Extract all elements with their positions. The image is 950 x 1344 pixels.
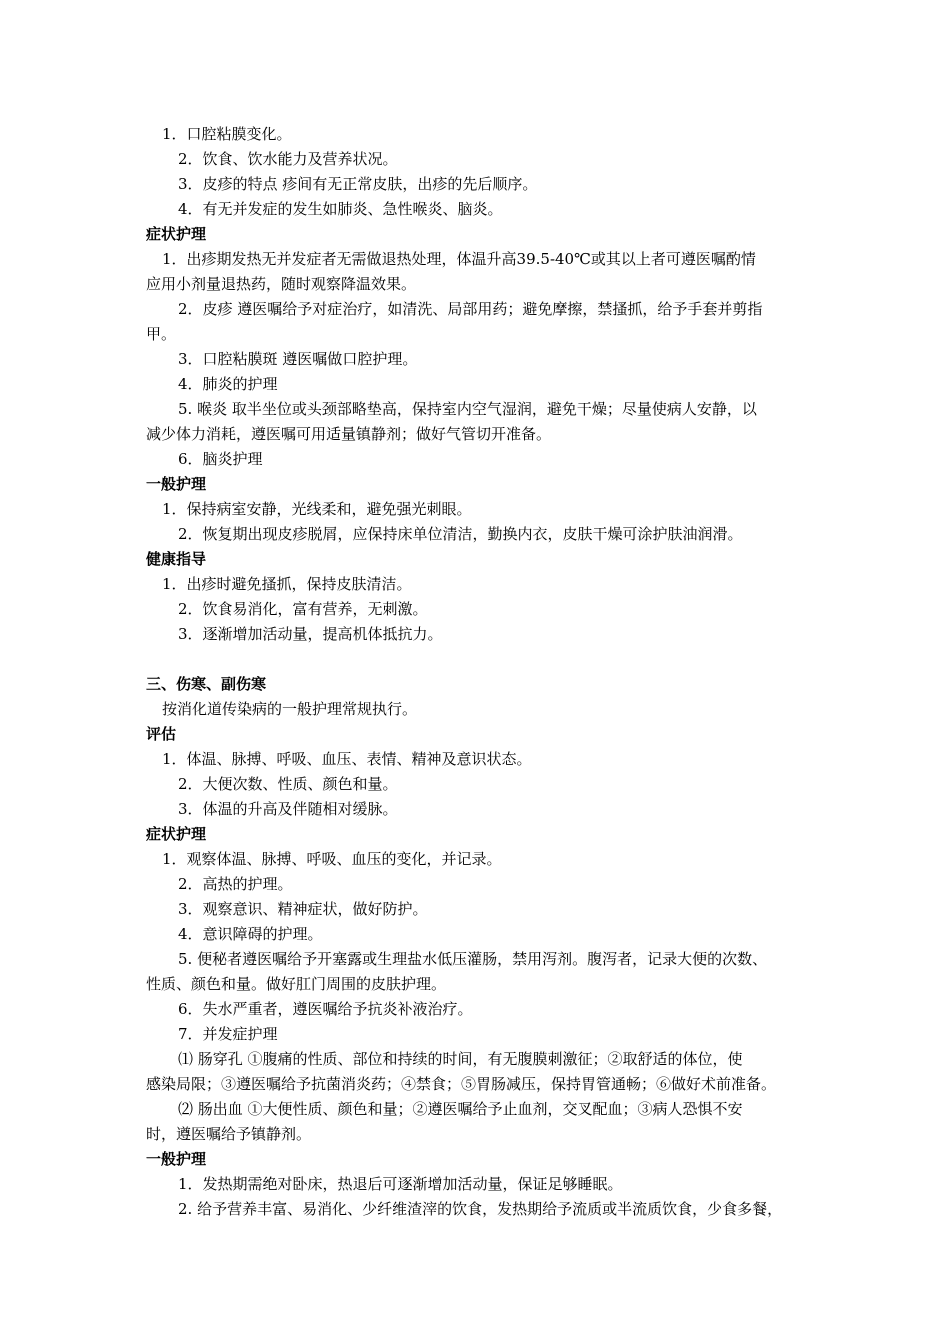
section-heading: 症状护理: [146, 225, 207, 243]
text-line: 2．皮疹 遵医嘱给予对症治疗，如清洗、局部用药；避免摩擦，禁搔抓，给予手套并剪指: [178, 300, 763, 318]
text-line: 应用小剂量退热药，随时观察降温效果。: [146, 275, 417, 293]
section-heading: 三、伤寒、副伤寒: [146, 675, 267, 693]
text-line: 2．饮食、饮水能力及营养状况。: [178, 150, 398, 168]
text-line: 3．逐渐增加活动量，提高机体抵抗力。: [178, 625, 443, 643]
text-line: 1．观察体温、脉搏、呼吸、血压的变化，并记录。: [162, 850, 502, 868]
text-line: 3．观察意识、精神症状，做好防护。: [178, 900, 428, 918]
text-line: 1．出疹时避免搔抓，保持皮肤清洁。: [162, 575, 412, 593]
section-heading: 一般护理: [146, 1150, 207, 1168]
text-line: 1．保持病室安静，光线柔和，避免强光刺眼。: [162, 500, 472, 518]
text-line: 6．脑炎护理: [178, 450, 263, 468]
text-line: ⑵ 肠出血 ①大便性质、颜色和量；②遵医嘱给予止血剂，交叉配血；③病人恐惧不安: [178, 1100, 743, 1118]
text-line: 2．饮食易消化，富有营养，无刺激。: [178, 600, 428, 618]
text-line: 时，遵医嘱给予镇静剂。: [146, 1125, 312, 1143]
text-line: 4．肺炎的护理: [178, 375, 278, 393]
text-line: 3．口腔粘膜斑 遵医嘱做口腔护理。: [178, 350, 418, 368]
section-heading: 健康指导: [146, 550, 207, 568]
blank-line: [146, 647, 812, 672]
text-line: 3．皮疹的特点 疹间有无正常皮肤，出疹的先后顺序。: [178, 175, 538, 193]
text-line: 2．大便次数、性质、颜色和量。: [178, 775, 398, 793]
text-line: 1．出疹期发热无并发症者无需做退热处理，体温升高39.5-40℃或其以上者可遵医嘱酌情: [162, 250, 756, 268]
text-line: 5. 便秘者遵医嘱给予开塞露或生理盐水低压灌肠，禁用泻剂。腹泻者，记录大便的次数、: [178, 950, 768, 968]
text-line: 2. 给予营养丰富、易消化、少纤维渣滓的饮食，发热期给予流质或半流质饮食，少食多餐，: [178, 1200, 783, 1218]
text-line: 2．恢复期出现皮疹脱屑，应保持床单位清洁，勤换内衣，皮肤干燥可涂护肤油润滑。: [178, 525, 743, 543]
text-line: 按消化道传染病的一般护理常规执行。: [162, 700, 418, 718]
text-line: 5. 喉炎 取半坐位或头颈部略垫高，保持室内空气湿润，避免干燥；尽量使病人安静，以: [178, 400, 757, 418]
text-line: 性质、颜色和量。做好肛门周围的皮肤护理。: [146, 975, 447, 993]
text-line: 1．体温、脉搏、呼吸、血压、表情、精神及意识状态。: [162, 750, 532, 768]
text-line: 3．体温的升高及伴随相对缓脉。: [178, 800, 398, 818]
text-line: 1．口腔粘膜变化。: [162, 125, 292, 143]
text-line: 4．有无并发症的发生如肺炎、急性喉炎、脑炎。: [178, 200, 503, 218]
text-line: 2．高热的护理。: [178, 875, 293, 893]
text-line: 感染局限；③遵医嘱给予抗菌消炎药；④禁食；⑤胃肠减压，保持胃管通畅；⑥做好术前准备。: [146, 1075, 777, 1093]
text-line: 6．失水严重者，遵医嘱给予抗炎补液治疗。: [178, 1000, 473, 1018]
text-line: 甲。: [146, 325, 177, 343]
document-body: [146, 122, 812, 1222]
text-line: 减少体力消耗，遵医嘱可用适量镇静剂；做好气管切开准备。: [146, 425, 552, 443]
section-heading: 症状护理: [146, 825, 207, 843]
text-line: 1．发热期需绝对卧床，热退后可逐渐增加活动量，保证足够睡眠。: [178, 1175, 623, 1193]
text-line: ⑴ 肠穿孔 ①腹痛的性质、部位和持续的时间，有无腹膜刺激征；②取舒适的体位，使: [178, 1050, 743, 1068]
section-heading: 一般护理: [146, 475, 207, 493]
text-line: 7．并发症护理: [178, 1025, 278, 1043]
text-line: 4．意识障碍的护理。: [178, 925, 323, 943]
section-heading: 评估: [146, 725, 177, 743]
